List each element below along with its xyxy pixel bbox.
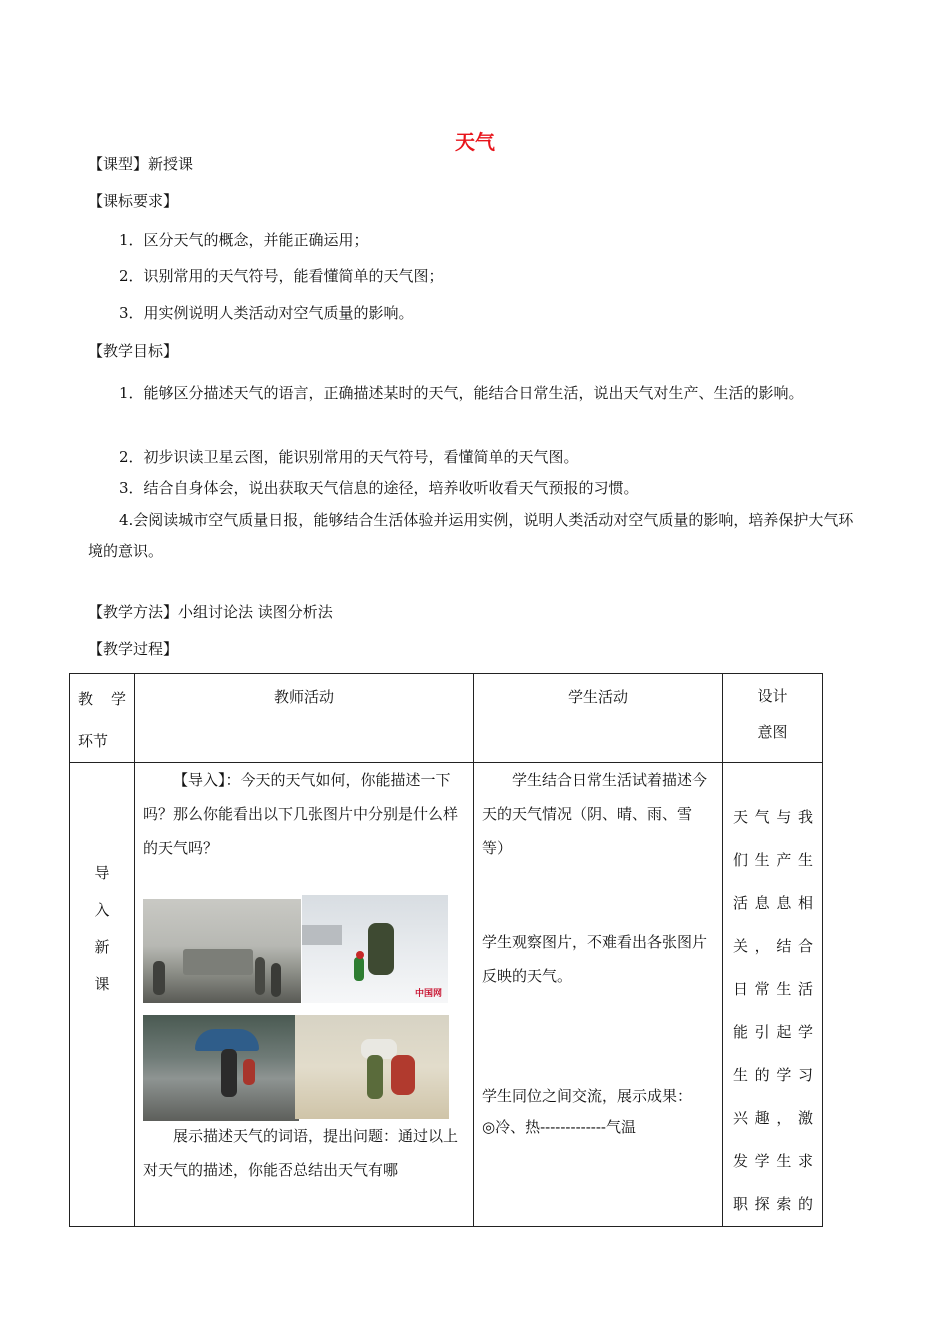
stage-char: 入 (94, 901, 110, 919)
header-student: 学生活动 (474, 674, 723, 763)
student-activity-1: 学生结合日常生活试着描述今天的天气情况（阴、晴、雨、雪等） (482, 771, 708, 857)
student-activity-4: ◎冷、热-------------气温 (482, 1118, 636, 1136)
objective-2: 2．初步识读卫星云图，能识别常用的天气符号，看懂简单的天气图。 (119, 448, 579, 466)
header-stage-line1: 教 学 (78, 690, 126, 708)
objective-1: 1．能够区分描述天气的语言，正确描述某时的天气，能结合日常生活，说出天气对生产、生活的影响。 (119, 384, 804, 402)
process-heading: 【教学过程】 (88, 640, 179, 658)
curriculum-heading: 【课标要求】 (88, 192, 179, 210)
header-stage-line2: 环节 (78, 732, 109, 750)
teacher-followup: 展示描述天气的词语，提出问题：通过以上对天气的描述，你能否总结出天气有哪 (143, 1127, 459, 1179)
student-activity-2: 学生观察图片，不难看出各张图片反映的天气。 (482, 933, 708, 985)
purpose-line: 日常生活 (733, 980, 813, 998)
table-header-row (70, 674, 823, 763)
stage-char: 课 (94, 975, 110, 993)
purpose-line: 们生产生 (733, 851, 813, 869)
photo-rain (143, 1015, 299, 1121)
page-title: 天气 (455, 130, 495, 154)
purpose-line: 活息息相 (733, 894, 813, 912)
objective-3: 3．结合自身体会，说出获取天气信息的途径，培养收听收看天气预报的习惯。 (119, 479, 639, 497)
header-purpose-line2: 意图 (757, 723, 788, 741)
objective-4: 4.会阅读城市空气质量日报，能够结合生活体验并运用实例，说明人类活动对空气质量的影响，培养保护大气环境的意识。 (88, 511, 854, 560)
student-activity-cell (474, 763, 723, 1227)
curriculum-item-1: 1．区分天气的概念，并能正确运用； (119, 231, 369, 249)
purpose-cell (723, 763, 823, 1227)
purpose-line: 发学生求 (733, 1152, 813, 1170)
student-activity-3: 学生同位之间交流，展示成果： (482, 1087, 693, 1105)
objectives-heading: 【教学目标】 (88, 342, 179, 360)
purpose-line: 天气与我 (733, 808, 813, 826)
teaching-methods: 【教学方法】小组讨论法 读图分析法 (88, 603, 333, 621)
purpose-line: 关，结合 (733, 937, 813, 955)
header-purpose-line1: 设计 (757, 687, 788, 705)
table-row (70, 763, 823, 1227)
header-stage (70, 674, 135, 763)
stage-cell (70, 763, 135, 1227)
purpose-line: 能引起学 (733, 1023, 813, 1041)
process-table (69, 673, 823, 1227)
stage-char: 新 (94, 938, 110, 956)
purpose-line: 职探索的 (733, 1195, 813, 1213)
photo-fog (143, 899, 301, 1003)
lesson-type: 【课型】新授课 (88, 155, 194, 173)
purpose-line: 生的学习 (733, 1066, 813, 1084)
stage-char: 导 (94, 864, 110, 882)
purpose-line: 兴趣，激 (733, 1109, 813, 1127)
teacher-intro: 【导入】：今天的天气如何，你能描述一下吗？那么你能看出以下几张图片中分别是什么样的天气吗？ (143, 771, 459, 857)
photo-snow (302, 895, 448, 1003)
photo-credit: 中国网 (414, 989, 442, 999)
curriculum-item-2: 2．识别常用的天气符号，能看懂简单的天气图； (119, 267, 444, 285)
header-teacher: 教师活动 (135, 674, 474, 763)
header-purpose (723, 674, 823, 763)
photo-sandstorm (295, 1015, 449, 1119)
teacher-activity-cell (135, 763, 474, 1227)
curriculum-item-3: 3．用实例说明人类活动对空气质量的影响。 (119, 304, 414, 322)
